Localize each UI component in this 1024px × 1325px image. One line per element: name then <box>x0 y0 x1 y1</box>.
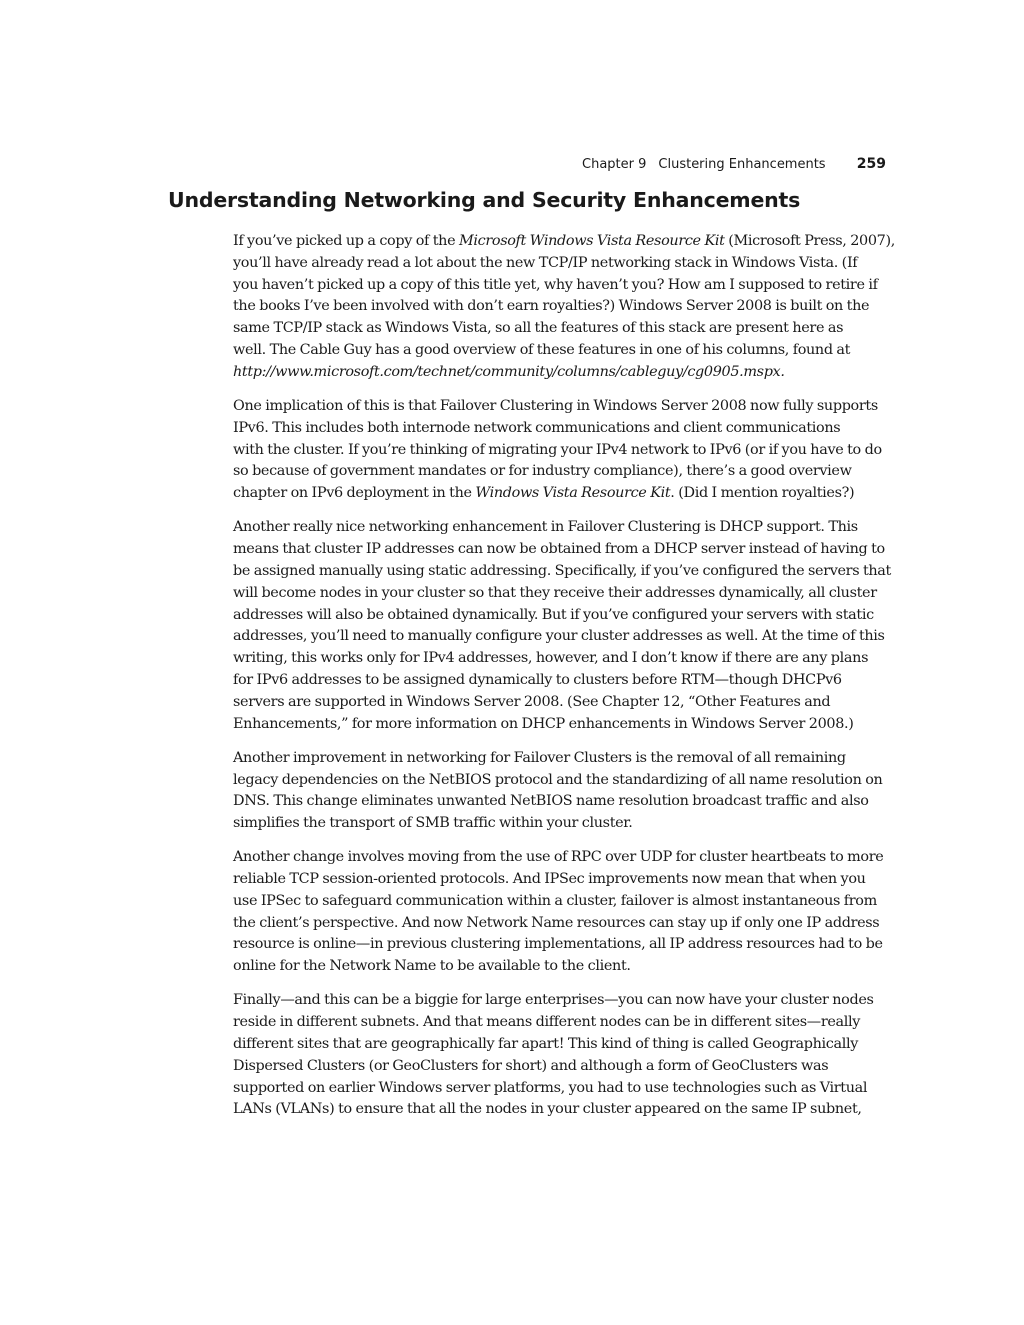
text-line: servers are supported in Windows Server 2008. (See Chapter 12, “Other Features and <box>233 693 831 710</box>
text-line: well. The Cable Guy has a good overview of these features in one of his columns, found at <box>233 341 851 358</box>
section-title: Understanding Networking and Security Enhancements <box>168 188 801 212</box>
text-line: DNS. This change eliminates unwanted NetBIOS name resolution broadcast traffic and also <box>233 793 869 810</box>
text-run: If you’ve picked up a copy of the <box>233 233 459 249</box>
chapter-label: Chapter 9 <box>582 157 647 172</box>
text-line <box>233 483 885 505</box>
paragraph-2 <box>233 396 885 505</box>
text-line: you’ll have already read a lot about the new TCP/IP networking stack in Windows Vista. (If <box>233 254 858 271</box>
text-line: addresses will also be obtained dynamically. But if you’ve configured your servers with static <box>233 606 874 623</box>
paragraph-6 <box>233 990 885 1121</box>
paragraph-3 <box>233 517 891 735</box>
page-number: 259 <box>856 156 886 172</box>
book-title: Microsoft Windows Vista Resource Kit <box>459 233 725 249</box>
text-line: Finally—and this can be a biggie for large enterprises—you can now have your cluster nodes <box>233 992 874 1009</box>
chapter-title: Clustering Enhancements <box>658 157 826 172</box>
chapter-reference <box>582 157 826 172</box>
text-line: Another really nice networking enhancement in Failover Clustering is DHCP support. This <box>233 519 858 536</box>
text-line: IPv6. This includes both internode network communications and client communications <box>233 419 841 436</box>
text-line: be assigned manually using static addressing. Specifically, if you’ve configured the servers that <box>233 562 891 579</box>
text-line <box>233 231 895 253</box>
text-line: online for the Network Name to be available to the client. <box>233 958 631 975</box>
text-line: the client’s perspective. And now Network Name resources can stay up if only one IP address <box>233 914 880 931</box>
text-line: reliable TCP session-oriented protocols. And IPSec improvements now mean that when you <box>233 871 866 888</box>
paragraph-5 <box>233 847 885 978</box>
text-line: with the cluster. If you’re thinking of migrating your IPv4 network to IPv6 (or if you have to do <box>233 441 882 458</box>
text-line: reside in different subnets. And that means different nodes can be in different sites—really <box>233 1014 861 1031</box>
body-text <box>233 231 895 1134</box>
running-header <box>560 154 886 176</box>
text-line: the books I’ve been involved with don’t earn royalties?) Windows Server 2008 is built on the <box>233 298 870 315</box>
text-line: writing, this works only for IPv4 addresses, however, and I don’t know if there are any plans <box>233 650 869 667</box>
text-line: supported on earlier Windows server platforms, you had to use technologies such as Virtual <box>233 1079 868 1096</box>
text-line: use IPSec to safeguard communication within a cluster, failover is almost instantaneous from <box>233 892 877 909</box>
text-run: chapter on IPv6 deployment in the <box>233 485 476 502</box>
text-line: you haven’t picked up a copy of this title yet, why haven’t you? How am I supposed to retire if <box>233 276 878 293</box>
text-line: addresses, you’ll need to manually configure your cluster addresses as well. At the time of this <box>233 628 885 645</box>
book-title: Windows Vista Resource Kit <box>475 485 671 502</box>
text-line: Enhancements,” for more information on DHCP enhancements in Windows Server 2008.) <box>233 715 854 732</box>
text-line: LANs (VLANs) to ensure that all the nodes in your cluster appeared on the same IP subnet, <box>233 1101 862 1118</box>
text-line: so because of government mandates or for industry compliance), there’s a good overview <box>233 463 852 480</box>
text-line: for IPv6 addresses to be assigned dynamically to clusters before RTM—though DHCPv6 <box>233 671 842 688</box>
text-line: legacy dependencies on the NetBIOS protocol and the standardizing of all name resolution on <box>233 771 883 788</box>
text-line: means that cluster IP addresses can now be obtained from a DHCP server instead of having to <box>233 541 885 558</box>
text-line: Dispersed Clusters (or GeoClusters for short) and although a form of GeoClusters was <box>233 1057 829 1074</box>
text-line: resource is online—in previous clustering implementations, all IP address resources had to be <box>233 936 883 953</box>
text-run: . (Did I mention royalties?) <box>670 485 855 502</box>
paragraph-4 <box>233 748 885 835</box>
text-line: same TCP/IP stack as Windows Vista, so all the features of this stack are present here as <box>233 320 844 337</box>
text-line: One implication of this is that Failover Clustering in Windows Server 2008 now fully supports <box>233 397 878 414</box>
cable-guy-url: http://www.microsoft.com/technet/community/columns/cableguy/cg0905.mspx. <box>233 363 785 380</box>
text-line: will become nodes in your cluster so that they receive their addresses dynamically, all cluster <box>233 584 877 601</box>
paragraph-1 <box>233 231 895 384</box>
text-line: Another change involves moving from the use of RPC over UDP for cluster heartbeats to more <box>233 849 884 866</box>
text-line: Another improvement in networking for Failover Clusters is the removal of all remaining <box>233 749 846 766</box>
text-line: different sites that are geographically far apart! This kind of thing is called Geographically <box>233 1036 859 1053</box>
text-line: simplifies the transport of SMB traffic within your cluster. <box>233 815 633 832</box>
text-run: (Microsoft Press, 2007), <box>724 233 895 249</box>
text-line <box>233 362 885 384</box>
